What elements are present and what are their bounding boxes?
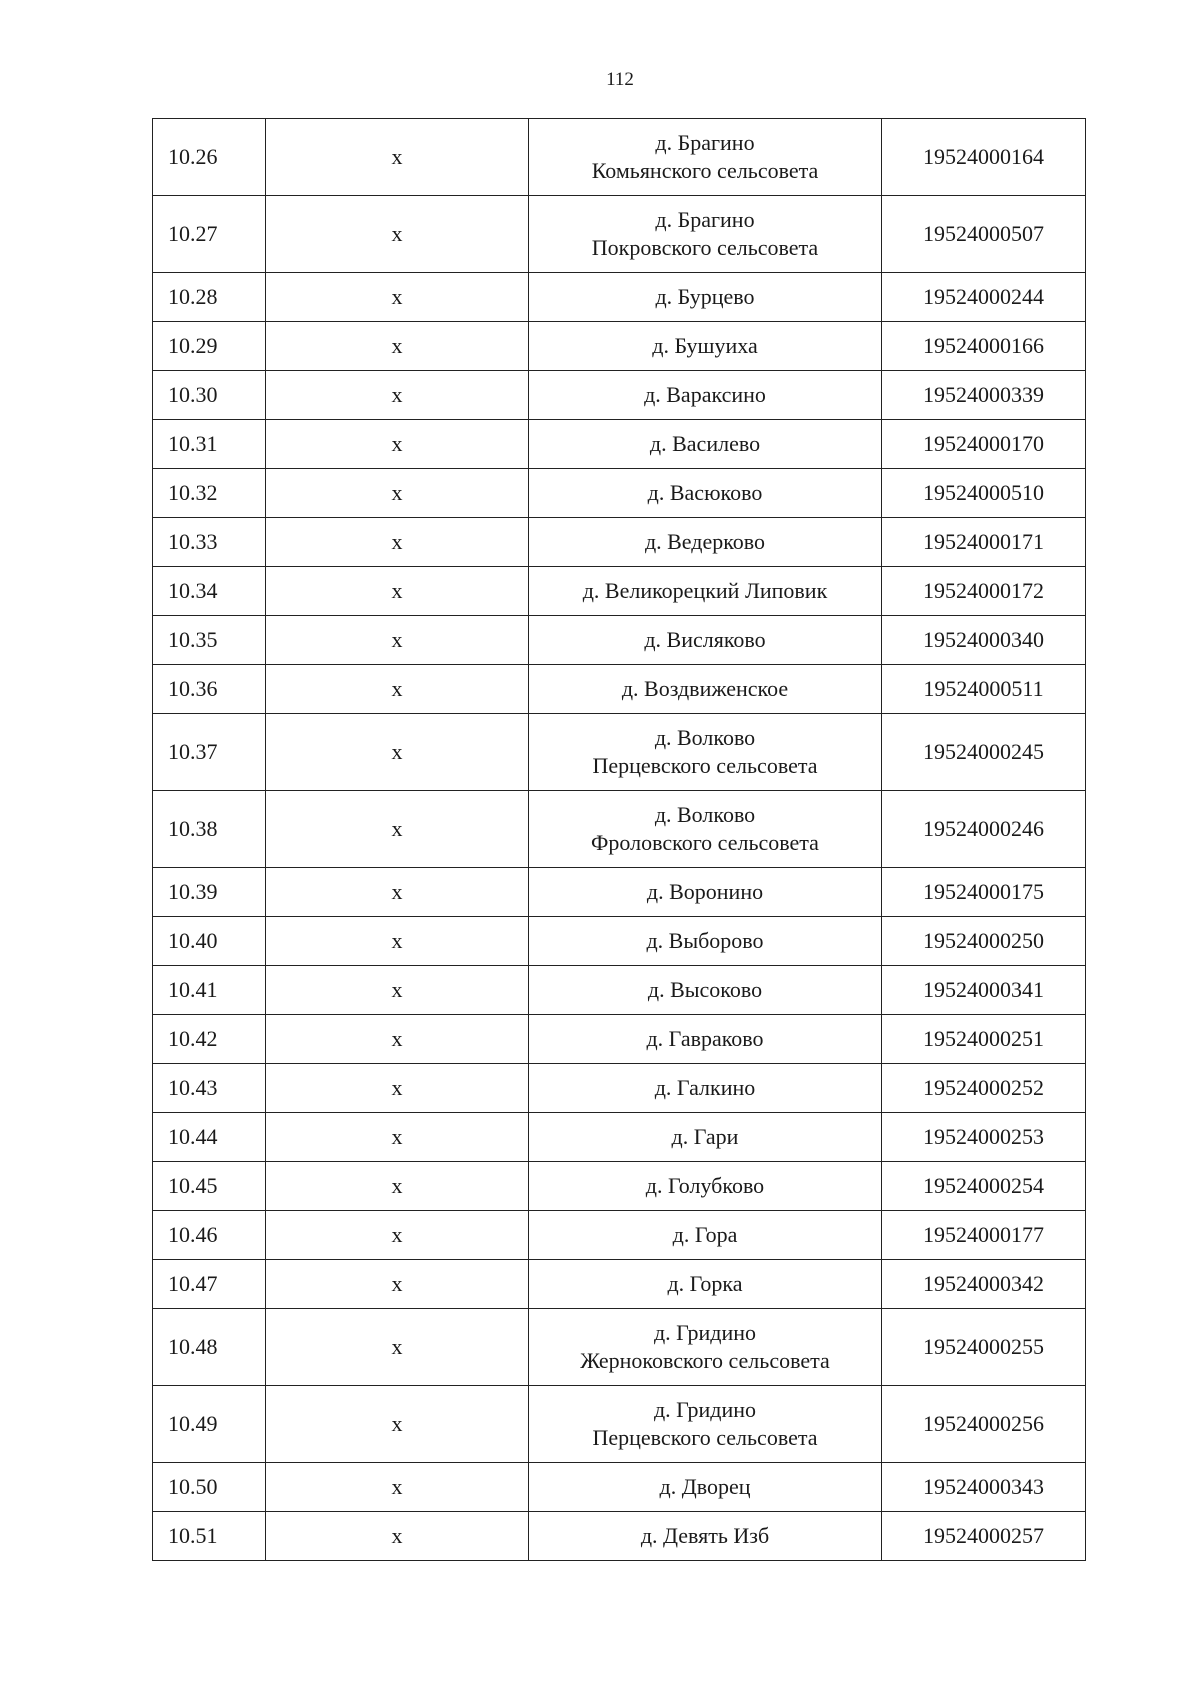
oktmo-code-cell: 19524000253 xyxy=(882,1113,1086,1162)
oktmo-code-cell: 19524000175 xyxy=(882,868,1086,917)
oktmo-code-cell: 19524000507 xyxy=(882,196,1086,273)
settlement-name-cell xyxy=(529,1015,882,1064)
table-row xyxy=(153,1260,1086,1309)
table-row xyxy=(153,1211,1086,1260)
settlement-name-cell xyxy=(529,791,882,868)
mark-cell: x xyxy=(266,616,529,665)
table-row xyxy=(153,322,1086,371)
mark-cell: x xyxy=(266,665,529,714)
settlement-name-cell xyxy=(529,1211,882,1260)
mark-cell: x xyxy=(266,371,529,420)
table-row xyxy=(153,420,1086,469)
settlement-name: д. Гора xyxy=(672,1222,738,1247)
mark-cell: x xyxy=(266,273,529,322)
oktmo-code-cell: 19524000342 xyxy=(882,1260,1086,1309)
table-row xyxy=(153,966,1086,1015)
mark-cell: x xyxy=(266,1309,529,1386)
oktmo-code-cell: 19524000170 xyxy=(882,420,1086,469)
settlement-name-cell xyxy=(529,1309,882,1386)
settlement-name: д. Выборово xyxy=(646,928,764,953)
oktmo-code-cell: 19524000257 xyxy=(882,1512,1086,1561)
settlement-name: д. Великорецкий Липовик xyxy=(582,578,828,603)
settlement-council: Жерноковского сельсовета xyxy=(580,1348,830,1373)
table-row xyxy=(153,791,1086,868)
oktmo-code-cell: 19524000172 xyxy=(882,567,1086,616)
mark-cell: x xyxy=(266,1113,529,1162)
mark-cell: x xyxy=(266,1463,529,1512)
settlement-council: Фроловского сельсовета xyxy=(591,830,819,855)
settlement-name-cell xyxy=(529,273,882,322)
row-number-cell: 10.39 xyxy=(153,868,266,917)
oktmo-code-cell: 19524000245 xyxy=(882,714,1086,791)
settlement-name: д. Брагино xyxy=(655,207,755,232)
oktmo-code-cell: 19524000341 xyxy=(882,966,1086,1015)
mark-cell: x xyxy=(266,567,529,616)
table-row xyxy=(153,1463,1086,1512)
mark-cell: x xyxy=(266,196,529,273)
settlement-name-cell xyxy=(529,1512,882,1561)
oktmo-code-cell: 19524000166 xyxy=(882,322,1086,371)
row-number-cell: 10.27 xyxy=(153,196,266,273)
row-number-cell: 10.26 xyxy=(153,119,266,196)
table-row xyxy=(153,567,1086,616)
settlement-name: д. Бурцево xyxy=(655,284,755,309)
settlement-name-cell xyxy=(529,917,882,966)
table-row xyxy=(153,196,1086,273)
oktmo-code-cell: 19524000164 xyxy=(882,119,1086,196)
row-number-cell: 10.36 xyxy=(153,665,266,714)
settlement-name: д. Гавраково xyxy=(646,1026,764,1051)
table-row xyxy=(153,469,1086,518)
oktmo-code-cell: 19524000246 xyxy=(882,791,1086,868)
settlement-council: Покровского сельсовета xyxy=(591,235,819,260)
mark-cell: x xyxy=(266,1260,529,1309)
table-row xyxy=(153,917,1086,966)
oktmo-code-cell: 19524000254 xyxy=(882,1162,1086,1211)
settlement-name: д. Васюково xyxy=(647,480,763,505)
settlement-name: д. Девять Изб xyxy=(640,1523,770,1548)
mark-cell: x xyxy=(266,469,529,518)
row-number-cell: 10.47 xyxy=(153,1260,266,1309)
mark-cell: x xyxy=(266,1015,529,1064)
mark-cell: x xyxy=(266,966,529,1015)
settlement-name-cell xyxy=(529,420,882,469)
settlement-name-cell xyxy=(529,196,882,273)
row-number-cell: 10.32 xyxy=(153,469,266,518)
mark-cell: x xyxy=(266,1386,529,1463)
row-number-cell: 10.28 xyxy=(153,273,266,322)
mark-cell: x xyxy=(266,1064,529,1113)
row-number-cell: 10.46 xyxy=(153,1211,266,1260)
row-number-cell: 10.49 xyxy=(153,1386,266,1463)
table-row xyxy=(153,1064,1086,1113)
settlement-name: д. Ведерково xyxy=(644,529,766,554)
settlement-name: д. Василево xyxy=(649,431,761,456)
mark-cell: x xyxy=(266,518,529,567)
settlement-name: д. Голубково xyxy=(645,1173,765,1198)
oktmo-code-cell: 19524000177 xyxy=(882,1211,1086,1260)
settlement-name: д. Волково xyxy=(654,802,756,827)
oktmo-code-cell: 19524000343 xyxy=(882,1463,1086,1512)
settlement-council: Перцевского сельсовета xyxy=(592,1425,818,1450)
settlement-name: д. Воздвиженское xyxy=(621,676,789,701)
settlement-name-cell xyxy=(529,966,882,1015)
table-row xyxy=(153,714,1086,791)
row-number-cell: 10.34 xyxy=(153,567,266,616)
settlement-name: д. Вараксино xyxy=(644,382,766,407)
table-row xyxy=(153,1512,1086,1561)
oktmo-code-cell: 19524000250 xyxy=(882,917,1086,966)
settlement-name-cell xyxy=(529,518,882,567)
row-number-cell: 10.30 xyxy=(153,371,266,420)
mark-cell: x xyxy=(266,1162,529,1211)
settlement-name-cell xyxy=(529,567,882,616)
settlement-name: д. Дворец xyxy=(659,1474,751,1499)
table-row xyxy=(153,665,1086,714)
row-number-cell: 10.41 xyxy=(153,966,266,1015)
settlement-name-cell xyxy=(529,119,882,196)
table-row xyxy=(153,1309,1086,1386)
settlement-name: д. Горка xyxy=(667,1271,743,1296)
settlement-name: д. Галкино xyxy=(654,1075,756,1100)
settlement-name-cell xyxy=(529,1260,882,1309)
row-number-cell: 10.29 xyxy=(153,322,266,371)
settlement-name-cell xyxy=(529,868,882,917)
oktmo-code-cell: 19524000244 xyxy=(882,273,1086,322)
oktmo-code-cell: 19524000251 xyxy=(882,1015,1086,1064)
table-body xyxy=(153,119,1086,1561)
table-row xyxy=(153,1113,1086,1162)
mark-cell: x xyxy=(266,1512,529,1561)
row-number-cell: 10.33 xyxy=(153,518,266,567)
mark-cell: x xyxy=(266,322,529,371)
settlement-name-cell xyxy=(529,1064,882,1113)
settlement-council: Комьянского сельсовета xyxy=(591,158,819,183)
oktmo-code-cell: 19524000340 xyxy=(882,616,1086,665)
table-row xyxy=(153,616,1086,665)
settlement-name-cell xyxy=(529,1463,882,1512)
settlement-name-cell xyxy=(529,714,882,791)
oktmo-code-cell: 19524000252 xyxy=(882,1064,1086,1113)
settlement-name-cell xyxy=(529,469,882,518)
mark-cell: x xyxy=(266,714,529,791)
settlement-name: д. Брагино xyxy=(655,130,755,155)
settlement-name: д. Гари xyxy=(671,1124,739,1149)
settlement-council: Перцевского сельсовета xyxy=(592,753,818,778)
row-number-cell: 10.45 xyxy=(153,1162,266,1211)
oktmo-code-cell: 19524000510 xyxy=(882,469,1086,518)
table-row xyxy=(153,1162,1086,1211)
row-number-cell: 10.50 xyxy=(153,1463,266,1512)
mark-cell: x xyxy=(266,119,529,196)
table-row xyxy=(153,273,1086,322)
settlement-name-cell xyxy=(529,371,882,420)
page-number: 112 xyxy=(606,69,634,90)
settlement-name: д. Воронино xyxy=(646,879,764,904)
mark-cell: x xyxy=(266,420,529,469)
table-row xyxy=(153,868,1086,917)
table-row xyxy=(153,371,1086,420)
row-number-cell: 10.51 xyxy=(153,1512,266,1561)
row-number-cell: 10.35 xyxy=(153,616,266,665)
settlement-name-cell xyxy=(529,665,882,714)
settlement-name: д. Гридино xyxy=(653,1320,757,1345)
settlement-name: д. Бушуиха xyxy=(652,333,758,358)
settlements-table xyxy=(152,118,1086,1561)
table-row xyxy=(153,1015,1086,1064)
row-number-cell: 10.48 xyxy=(153,1309,266,1386)
settlement-name-cell xyxy=(529,1162,882,1211)
settlement-name: д. Гридино xyxy=(653,1397,757,1422)
settlement-name-cell xyxy=(529,322,882,371)
row-number-cell: 10.43 xyxy=(153,1064,266,1113)
row-number-cell: 10.37 xyxy=(153,714,266,791)
mark-cell: x xyxy=(266,868,529,917)
oktmo-code-cell: 19524000171 xyxy=(882,518,1086,567)
table-row xyxy=(153,119,1086,196)
row-number-cell: 10.31 xyxy=(153,420,266,469)
table-row xyxy=(153,518,1086,567)
oktmo-code-cell: 19524000256 xyxy=(882,1386,1086,1463)
settlement-name: д. Высоково xyxy=(647,977,763,1002)
oktmo-code-cell: 19524000255 xyxy=(882,1309,1086,1386)
row-number-cell: 10.38 xyxy=(153,791,266,868)
settlement-name-cell xyxy=(529,1386,882,1463)
settlement-name: д. Висляково xyxy=(644,627,766,652)
settlement-name: д. Волково xyxy=(654,725,756,750)
mark-cell: x xyxy=(266,1211,529,1260)
row-number-cell: 10.40 xyxy=(153,917,266,966)
settlement-name-cell xyxy=(529,616,882,665)
oktmo-code-cell: 19524000339 xyxy=(882,371,1086,420)
row-number-cell: 10.42 xyxy=(153,1015,266,1064)
oktmo-code-cell: 19524000511 xyxy=(882,665,1086,714)
table-row xyxy=(153,1386,1086,1463)
mark-cell: x xyxy=(266,917,529,966)
settlement-name-cell xyxy=(529,1113,882,1162)
row-number-cell: 10.44 xyxy=(153,1113,266,1162)
mark-cell: x xyxy=(266,791,529,868)
